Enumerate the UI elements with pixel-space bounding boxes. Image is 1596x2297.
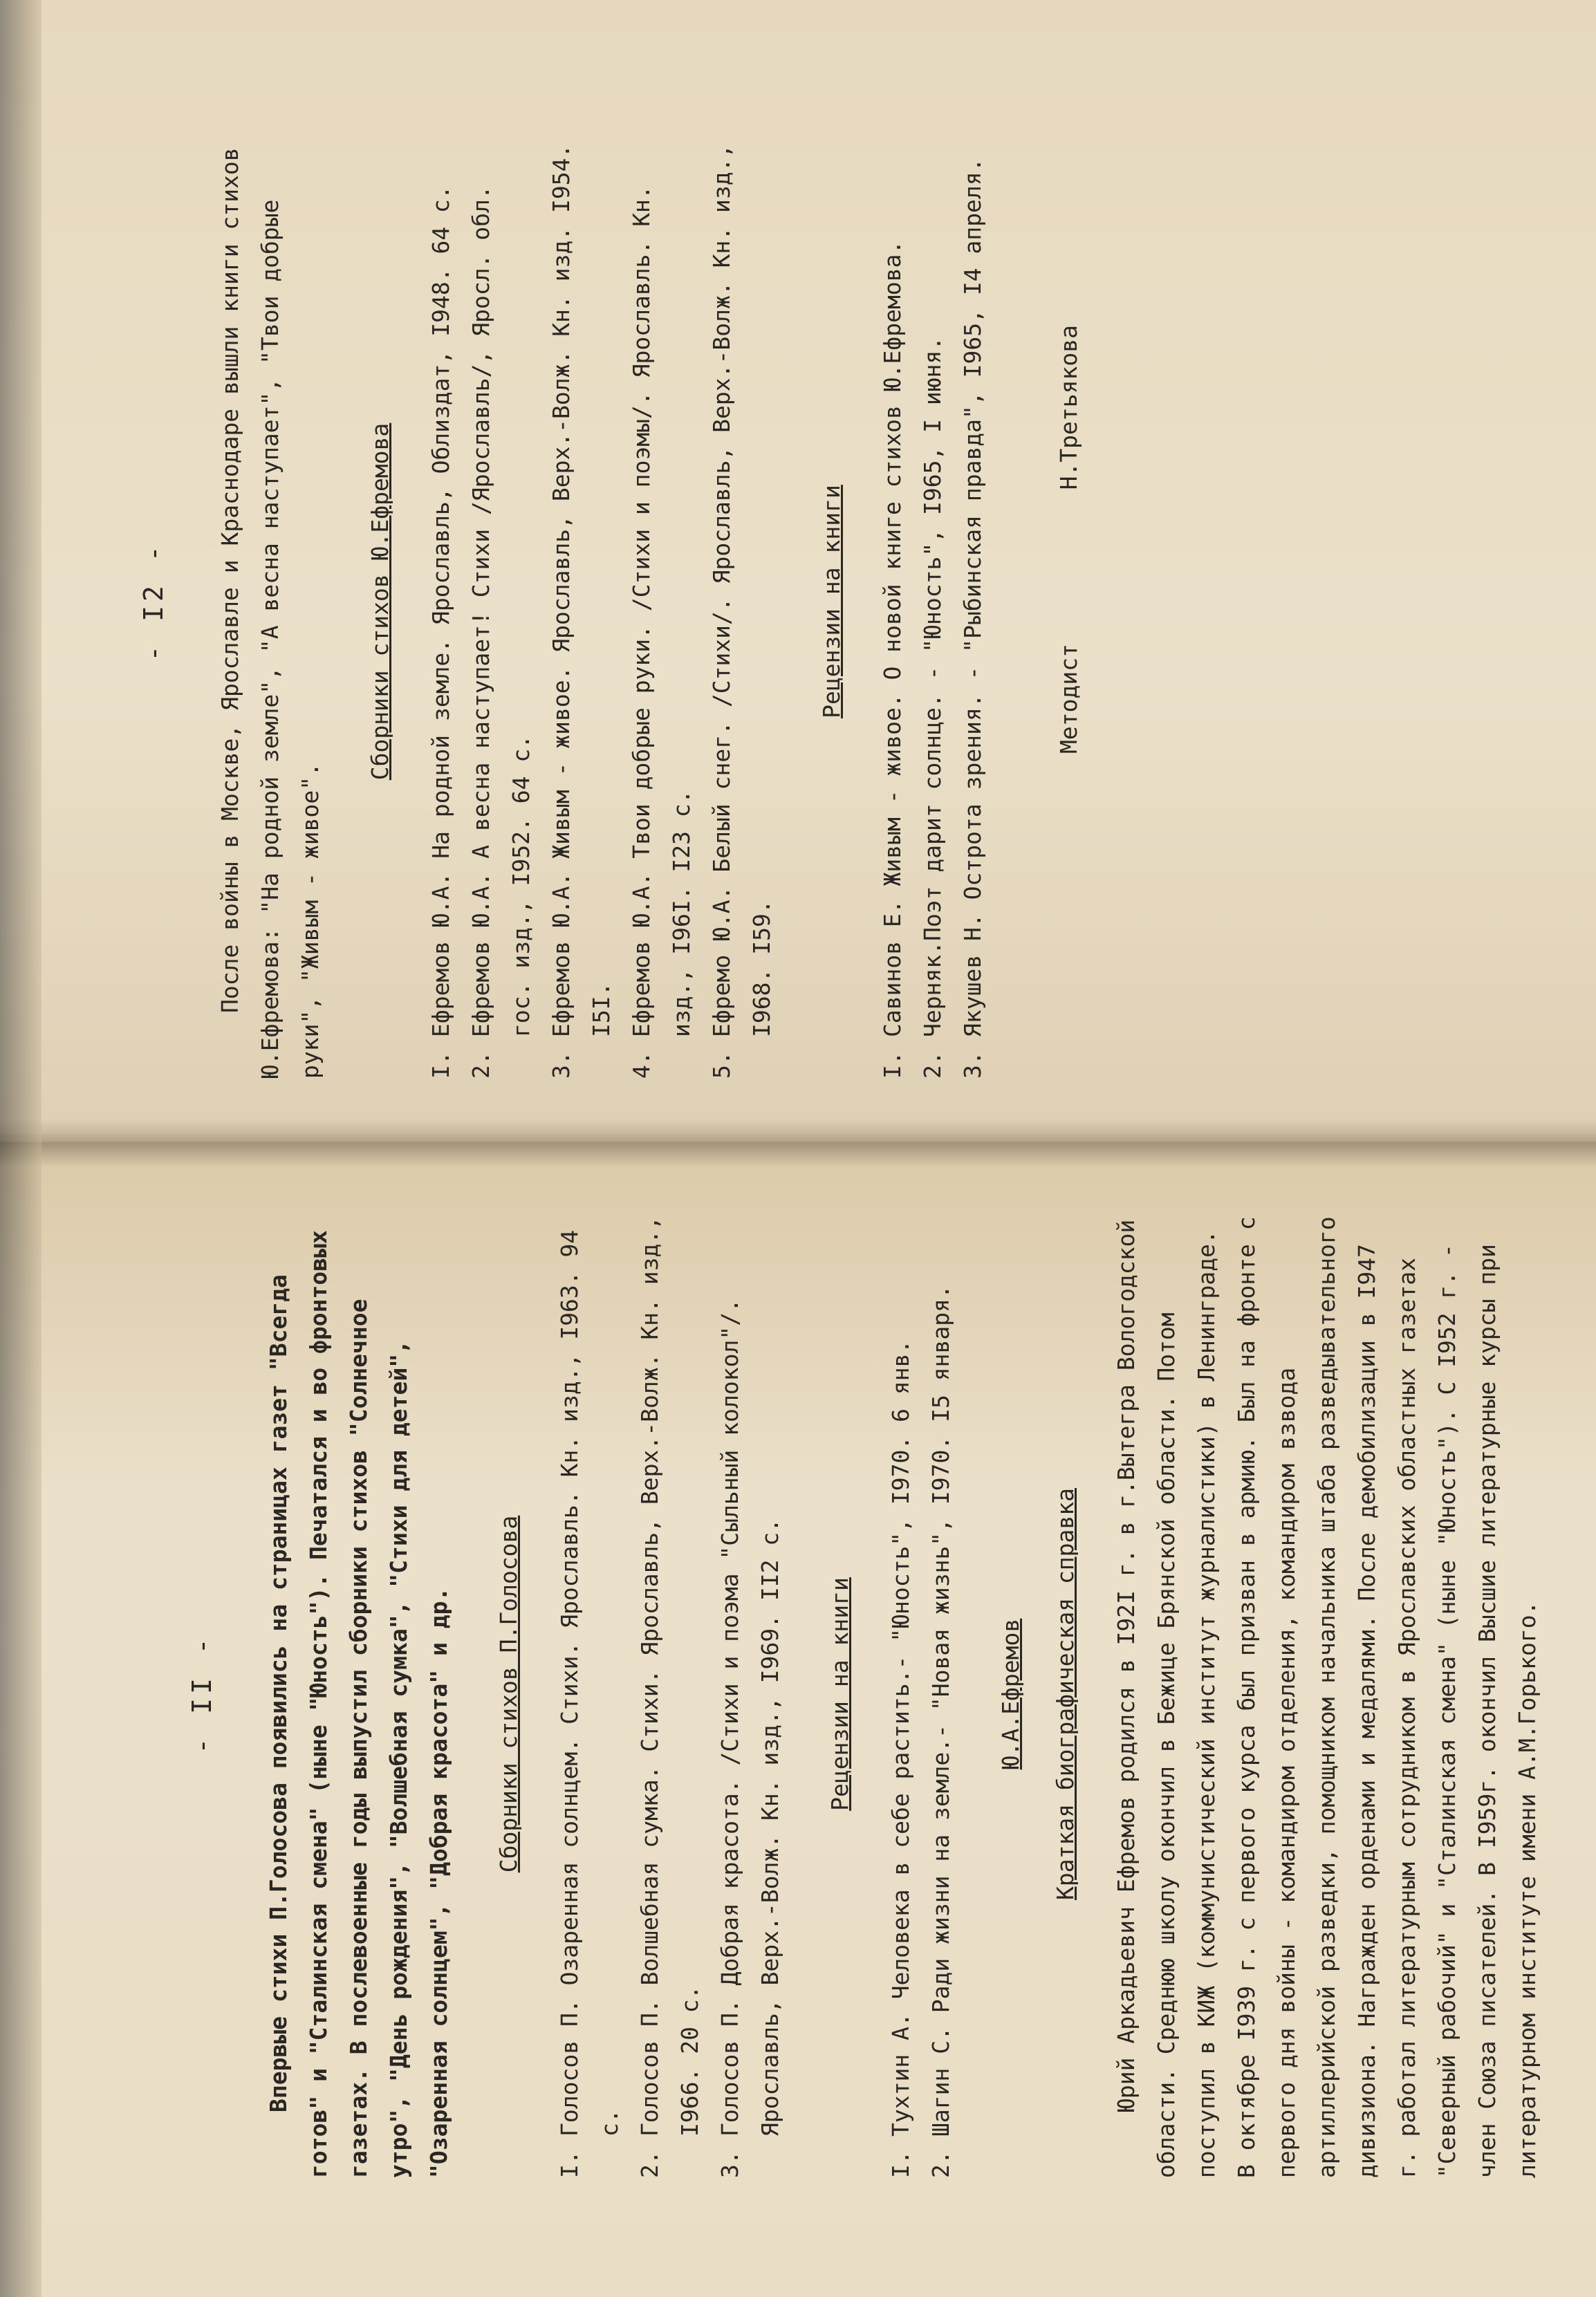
reviews-list	[881, 1210, 961, 2178]
list-item: 4.Ефремов Ю.А. Твои добрые руки. /Стихи и поэмы/. Ярославль. Кн. изд., I96I. I23 с.	[628, 185, 695, 1079]
list-item: I.Тухтин А. Человека в себе растить.- "Юность", I970. 6 янв.	[887, 1339, 914, 2178]
page-fold	[0, 1119, 1596, 1167]
reviews-heading: Рецензии на книги	[818, 485, 845, 718]
page-12	[138, 124, 1203, 1079]
list-item: I.Голосов П. Озаренная солнцем. Стихи. Ярославль. Кн. изд., I963. 94 с.	[556, 1229, 623, 2178]
list-item: 2.Голосов П. Волшебная сумка. Стихи. Ярославль, Верх.-Волж. Кн. изд., I966. 20 с.	[636, 1216, 703, 2178]
list-item: 3.Ефремов Ю.А. Живым - живое. Ярославль, Верх.-Волж. Кн. изд. I954. I5I.	[548, 144, 615, 1079]
collections-list	[550, 1210, 790, 2178]
list-item: 3.Голосов П. Добрая красота. /Стихи и поэма "Сыльный колокол"/. Ярославль, Верх.-Волж. Кн. изд., I969. II2 с.	[716, 1299, 783, 2178]
author-heading: Ю.А.Ефремов	[997, 1618, 1024, 1770]
collections-heading: Сборники стихов П.Голосова	[495, 1515, 522, 1873]
reviews-list	[873, 124, 993, 1079]
intro-paragraph: После войны в Москве, Ярославле и Краснодаре вышли книги стихов Ю.Ефремова: "На родной земле", "А весна наступает", "Твои добрые руки", "Живым - живое".	[216, 147, 324, 1079]
bio-paragraph: Юрий Аркадьевич Ефремов родился в I92I г. в г.Вытегра Вологодской области. Среднюю школу окончил в Бежице Брянской области. Потом поступил в КИЖ (коммунистический институт журналистики) в Ленинграде. В октябре I939 г. с первого курса был призван в армию. Был на фронте с первого дня войны - командиром отделения, командиром взвода артиллерийской разведки, помощником начальника штаба разведывательного дивизиона. Награжден орденами и медалями. После демобилизации в I947 г. работал литературным сотрудником в Ярославских областных газетах "Северный рабочий" и "Сталинская смена" (ныне "Юность"). С I952 г. - член Союза писателей. В I959г. окончил Высшие литературные курсы при литературном институте имени А.М.Горького.	[1113, 1216, 1541, 2178]
scan-edge-shadow	[0, 0, 41, 2297]
list-item: 2.Черняк.Поэт дарит солнце. - "Юность", I965, I июня.	[919, 336, 946, 1079]
page-number: - II -	[187, 1634, 217, 1754]
bio-heading: Краткая биографическая справка	[1052, 1487, 1079, 1901]
collections-heading: Сборники стихов Ю.Ефремова	[366, 422, 393, 781]
list-item: 2.Ефремов Ю.А. А весна наступает! Стихи /Ярославль/, Яросл. обл. гос. изд., I952. 64 с.	[467, 185, 535, 1079]
list-item: I.Савинов Е. Живым - живое. О новой книге стихов Ю.Ефремова.	[879, 240, 906, 1079]
list-item: 2.Шагин С. Ради жизни на земле.- "Новая жизнь", I970. I5 января.	[927, 1285, 954, 2178]
list-item: 5.Ефремо Ю.А. Белый снег. /Стихи/. Ярославль, Верх.-Волж. Кн. изд., I968. I59.	[708, 144, 775, 1079]
page-11	[187, 1210, 1542, 2178]
signature-name: Н.Третьякова	[1055, 325, 1082, 490]
page-number: - I2 -	[138, 541, 169, 662]
signature-role: Методист	[1055, 644, 1082, 754]
list-item: 3.Якушев Н. Острота зрения. - "Рыбинская правда", I965, I4 апреля.	[959, 158, 986, 1079]
reviews-heading: Рецензии на книги	[826, 1577, 853, 1811]
list-item: I.Ефремов Ю.А. На родной земле. Ярославль, Облиздат, I948. 64 с.	[427, 185, 454, 1079]
intro-paragraph: Впервые стихи П.Голосова появились на страницах газет "Всегда готов" и "Сталинская смена" (ныне "Юность"). Печатался и во фронтовых газетах. В послевоенные годы выпустил сборники стихов "Солнечное утро", "День рождения", "Волшебная сумка", "Стихи для детей", "Озаренная солнцем", "Добрая красота" и др.	[265, 1230, 452, 2178]
collections-list	[421, 124, 782, 1079]
signature-block	[1055, 325, 1082, 754]
